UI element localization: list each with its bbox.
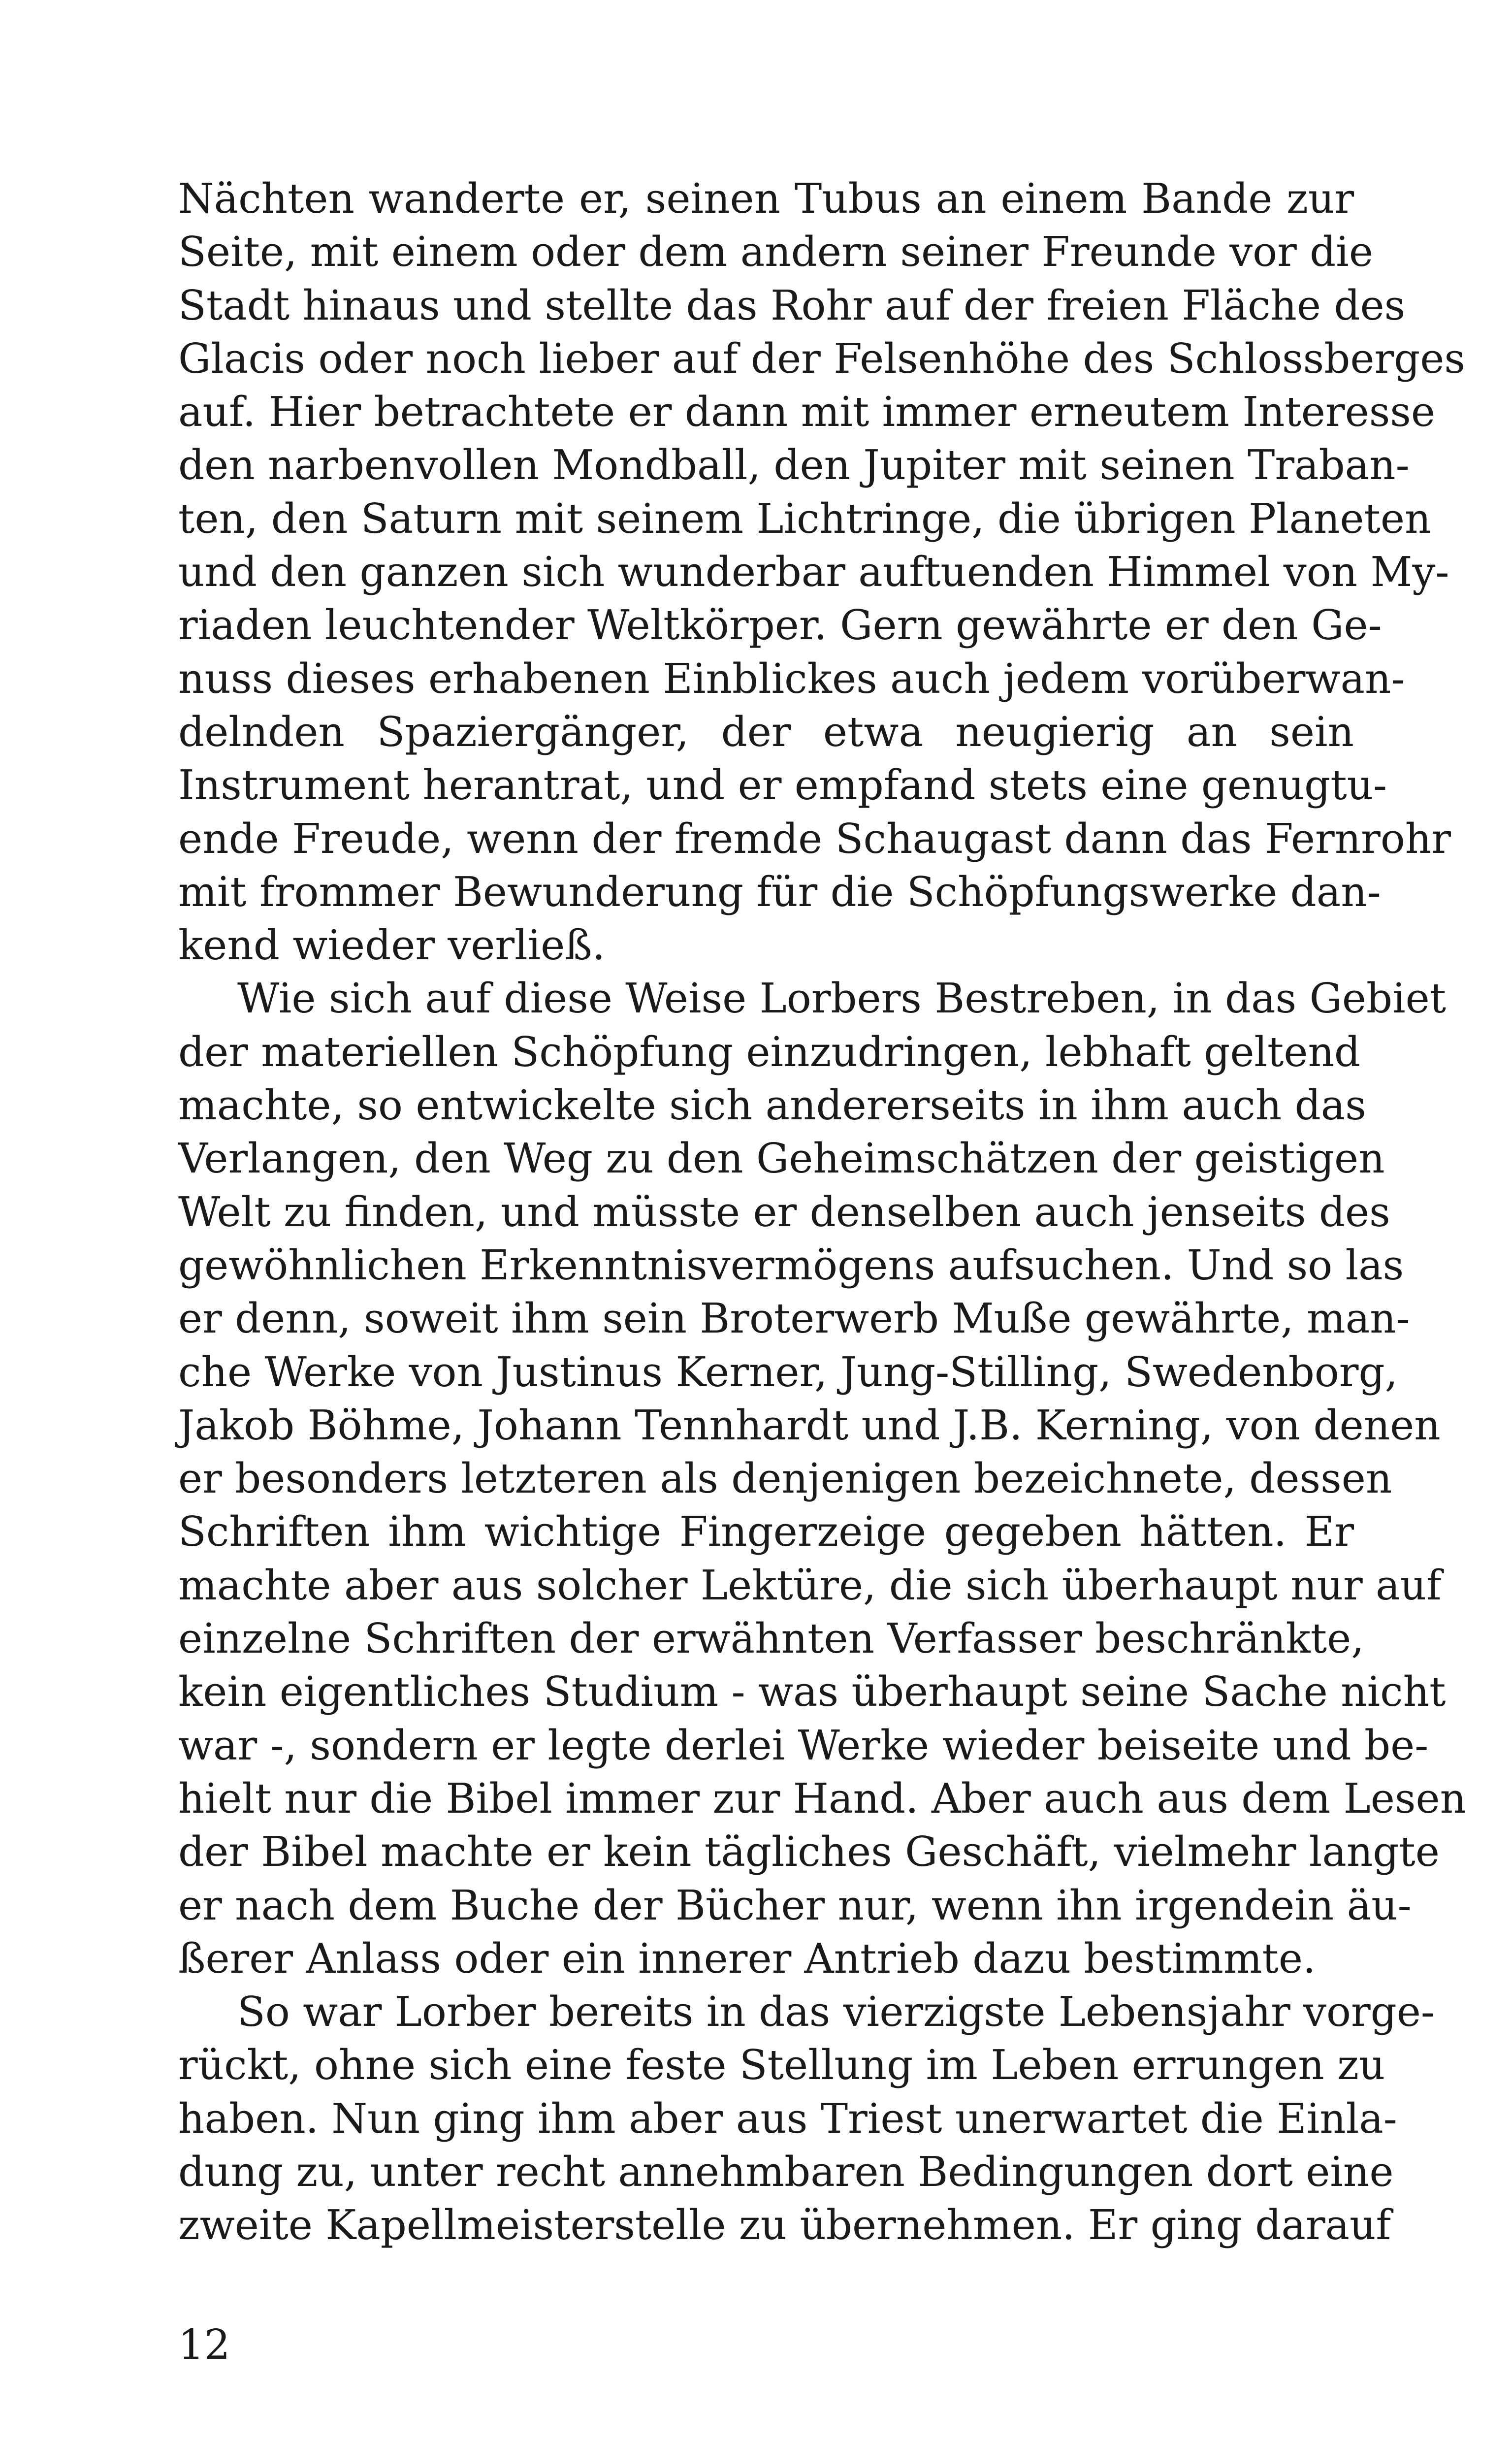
text-line: Verlangen, den Weg zu den Geheimschätzen der geistigen <box>178 1135 1385 1183</box>
text-line: nuss dieses erhabenen Einblickes auch jedem vorüberwan- <box>178 654 1405 703</box>
text-line: Nächten wanderte er, seinen Tubus an einem Bande zur <box>178 175 1354 223</box>
body-text <box>178 172 1467 2252</box>
page-number: 12 <box>178 2321 230 2369</box>
text-line: mit frommer Bewunderung für die Schöpfungswerke dan- <box>178 868 1381 916</box>
text-line: der Bibel machte er kein tägliches Geschäft, vielmehr langte <box>178 1828 1440 1876</box>
text-line: er denn, soweit ihm sein Broterwerb Muße gewährte, man- <box>178 1295 1410 1343</box>
text-line: den narbenvollen Mondball, den Jupiter mit seinen Traban- <box>178 441 1410 489</box>
text-line: Seite, mit einem oder dem andern seiner Freunde vor die <box>178 228 1373 276</box>
text-line: rückt, ohne sich eine feste Stellung im Leben errungen zu <box>178 2041 1385 2089</box>
text-line: delnden Spaziergänger, der etwa neugierig an sein <box>178 708 1354 756</box>
text-line: ßerer Anlass oder ein innerer Antrieb dazu bestimmte. <box>178 1934 1316 1983</box>
text-line: hielt nur die Bibel immer zur Hand. Aber auch aus dem Lesen <box>178 1774 1467 1823</box>
text-line: kend wieder verließ. <box>178 921 606 970</box>
text-line: Schriften ihm wichtige Fingerzeige gegeben hätten. Er <box>178 1508 1354 1556</box>
text-line: ten, den Saturn mit seinem Lichtringe, die übrigen Planeten <box>178 494 1431 543</box>
text-line: Welt zu finden, und müsste er denselben auch jenseits des <box>178 1188 1390 1236</box>
text-line: riaden leuchtender Weltkörper. Gern gewährte er den Ge- <box>178 601 1382 650</box>
text-line: ende Freude, wenn der fremde Schaugast dann das Fernrohr <box>178 814 1451 863</box>
text-line: Wie sich auf diese Weise Lorbers Bestreben, in das Gebiet <box>237 975 1447 1023</box>
text-line: machte, so entwickelte sich andererseits in ihm auch das <box>178 1081 1366 1130</box>
text-line: kein eigentliches Studium - was überhaupt seine Sache nicht <box>178 1668 1446 1716</box>
text-line: Glacis oder noch lieber auf der Felsenhöhe des Schlossberges <box>178 334 1466 383</box>
text-line: Instrument herantrat, und er empfand stets eine genugtu- <box>178 761 1387 810</box>
text-line: zweite Kapellmeisterstelle zu übernehmen. Er ging darauf <box>178 2201 1391 2249</box>
text-line: und den ganzen sich wunderbar auftuenden Himmel von My- <box>178 548 1449 596</box>
text-line: war -, sondern er legte derlei Werke wieder beiseite und be- <box>178 1721 1429 1769</box>
text-line: er besonders letzteren als denjenigen bezeichnete, dessen <box>178 1455 1392 1503</box>
text-line: machte aber aus solcher Lektüre, die sich überhaupt nur auf <box>178 1561 1442 1609</box>
text-line: haben. Nun ging ihm aber aus Triest unerwartet die Einla- <box>178 2094 1397 2143</box>
text-line: auf. Hier betrachtete er dann mit immer erneutem Interesse <box>178 388 1436 436</box>
text-line: der materiellen Schöpfung einzudringen, lebhaft geltend <box>178 1028 1361 1076</box>
text-line: er nach dem Buche der Bücher nur, wenn ihn irgendein äu- <box>178 1881 1412 1929</box>
text-line: che Werke von Justinus Kerner, Jung-Stilling, Swedenborg, <box>178 1348 1398 1396</box>
text-line: So war Lorber bereits in das vierzigste Lebensjahr vorge- <box>237 1988 1435 2036</box>
text-line: Jakob Böhme, Johann Tennhardt und J.B. Kerning, von denen <box>178 1401 1441 1449</box>
text-line: einzelne Schriften der erwähnten Verfasser beschränkte, <box>178 1615 1364 1663</box>
text-line: dung zu, unter recht annehmbaren Bedingungen dort eine <box>178 2148 1394 2196</box>
text-line: Stadt hinaus und stellte das Rohr auf der freien Fläche des <box>178 281 1406 329</box>
text-line: gewöhnlichen Erkenntnisvermögens aufsuchen. Und so las <box>178 1241 1404 1289</box>
